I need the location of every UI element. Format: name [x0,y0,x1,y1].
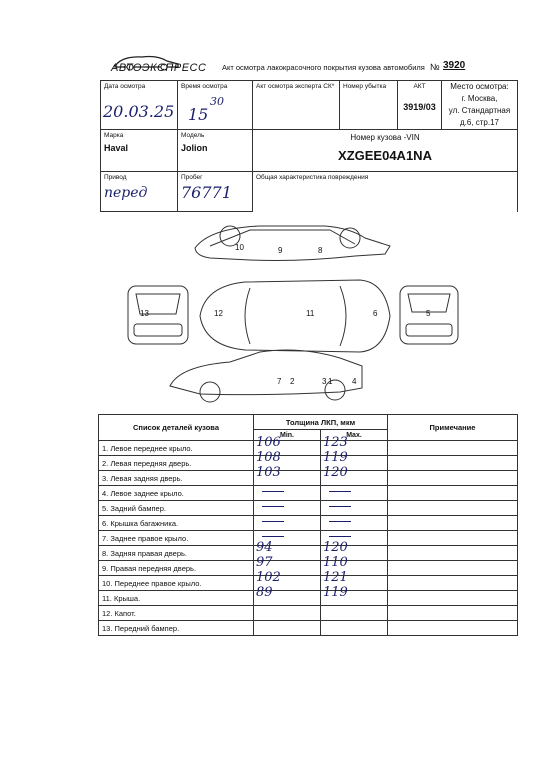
handwritten-dash [262,536,284,537]
part-min-value: 97 [256,555,273,570]
part-min-cell [254,585,321,606]
part-min-cell [254,516,321,531]
part-max-cell [321,606,388,621]
mileage-value: 76771 [181,183,232,202]
part-name: 5. Задний бампер. [99,501,254,516]
car-outline-left-side [170,350,362,402]
place-label: Место осмотра: [450,82,509,91]
mileage-cell [178,172,253,212]
part-name: 12. Капот. [99,606,254,621]
vin-cell [253,130,518,172]
part-max-value: 119 [323,450,348,465]
table-row [99,606,518,621]
part-note-cell [388,486,518,501]
document-title: Акт осмотра лакокрасочного покрытия кузова автомобиля [222,63,425,72]
table-row [99,576,518,591]
time-hour: 15 [188,105,209,124]
table-row [99,501,518,516]
part-max-cell [321,516,388,531]
car-outline-top [200,280,390,352]
date-cell [101,81,178,130]
place-line-3: д.6, стр.17 [459,118,500,127]
part-note-cell [388,531,518,546]
min-header: Min. [254,430,321,441]
act-label: АКТ [413,83,426,90]
model-value: Jolion [181,143,208,153]
part-min-cell [254,501,321,516]
table-row [99,531,518,546]
doc-number-sign: № [430,62,440,72]
brand-value: Haval [104,143,129,153]
handwritten-dash [262,521,284,522]
date-value: 20.03.25 [103,102,175,121]
zone-7: 7 [277,377,282,386]
part-note-cell [388,441,518,456]
handwritten-dash [262,491,284,492]
zone-4: 4 [352,377,357,386]
mileage-label: Пробег [181,174,203,181]
claim-cell [340,81,398,130]
table-row [99,591,518,606]
expert-cell [253,81,340,130]
part-max-cell [321,486,388,501]
act-value: 3919/03 [403,102,436,112]
part-min-value: 103 [256,465,281,480]
table-row [99,456,518,471]
info-grid [100,80,518,212]
part-note-cell [388,606,518,621]
place-line-1: г. Москва, [461,94,498,103]
model-label: Модель [181,132,205,139]
document-number: 3920 [443,60,466,71]
vin-value: XZGEE04A1NA [338,148,432,163]
part-max-cell [321,585,388,606]
place-line-2: ул. Стандартная [448,106,511,115]
part-note-cell [388,471,518,486]
damage-label: Общая характеристика повреждения [256,174,369,181]
car-outline-right-side [195,226,390,261]
part-min-cell [254,621,321,636]
part-name: 7. Заднее правое крыло. [99,531,254,546]
zone-3: 3 [322,377,327,386]
part-min-cell [254,465,321,486]
part-name: 13. Передний бампер. [99,621,254,636]
part-max-value: 120 [323,540,348,555]
part-note-cell [388,576,518,591]
brand-cell [101,130,178,172]
zone-6: 6 [373,309,378,318]
max-header: Max. [321,430,388,441]
drive-cell [101,172,178,212]
table-row [99,441,518,456]
act-cell [398,81,442,130]
paint-thickness-table [98,414,518,636]
damage-cell [253,172,518,212]
part-min-value: 102 [256,570,281,585]
claim-label: Номер убытка [343,83,387,90]
drive-label: Привод [104,174,127,181]
zone-numbers [140,243,431,386]
note-header: Примечание [388,415,518,441]
part-min-cell [254,606,321,621]
logo-text: АВТОЭКСПРЕСС [111,62,207,74]
drive-value: перед [104,185,148,201]
part-min-value: 106 [256,435,281,450]
part-note-cell [388,546,518,561]
zone-2: 2 [290,377,295,386]
handwritten-dash [329,506,351,507]
handwritten-dash [262,506,284,507]
part-max-cell [321,465,388,486]
brand-label: Марка [104,132,124,139]
part-max-cell [321,501,388,516]
part-name: 1. Левое переднее крыло. [99,441,254,456]
handwritten-dash [329,521,351,522]
table-row [99,516,518,531]
part-name: 11. Крыша. [99,591,254,606]
date-label: Дата осмотра [104,83,146,90]
parts-header: Список деталей кузова [99,415,254,441]
part-max-cell [321,621,388,636]
part-note-cell [388,591,518,606]
zone-11: 11 [306,309,315,318]
thickness-header: Толщина ЛКП, мкм [254,415,388,430]
zone-12: 12 [214,309,223,318]
table-row [99,561,518,576]
zone-9: 9 [278,246,283,255]
table-row [99,471,518,486]
part-min-value: 94 [256,540,273,555]
part-max-value: 120 [323,465,348,480]
expert-label: Акт осмотра эксперта СК* [256,83,335,90]
time-minute: 30 [210,95,224,108]
part-max-value: 119 [323,585,348,600]
part-note-cell [388,516,518,531]
model-cell [178,130,253,172]
table-row [99,546,518,561]
part-min-cell [254,486,321,501]
zone-5: 5 [426,309,431,318]
time-cell [178,81,253,130]
part-note-cell [388,561,518,576]
place-cell [442,81,518,130]
zone-1: 1 [328,377,333,386]
zone-13: 13 [140,309,149,318]
part-max-value: 123 [323,435,348,450]
part-max-value: 110 [323,555,348,570]
zone-10: 10 [235,243,244,252]
part-note-cell [388,501,518,516]
part-note-cell [388,456,518,471]
part-max-value: 121 [323,570,348,585]
part-name: 10. Переднее правое крыло. [99,576,254,591]
handwritten-dash [329,491,351,492]
vin-label: Номер кузова -VIN [350,133,420,142]
part-min-value: 89 [256,585,273,600]
part-name: 9. Правая передняя дверь. [99,561,254,576]
part-name: 4. Левое заднее крыло. [99,486,254,501]
part-name: 6. Крышка багажника. [99,516,254,531]
handwritten-dash [329,536,351,537]
zone-8: 8 [318,246,323,255]
table-row [99,486,518,501]
part-min-value: 108 [256,450,281,465]
car-outline-front [128,286,188,344]
part-note-cell [388,621,518,636]
car-body-diagram [100,216,518,412]
part-name: 3. Левая задняя дверь. [99,471,254,486]
part-name: 8. Задняя правая дверь. [99,546,254,561]
part-name: 2. Левая передняя дверь. [99,456,254,471]
table-row [99,621,518,636]
time-label: Время осмотра [181,83,228,90]
